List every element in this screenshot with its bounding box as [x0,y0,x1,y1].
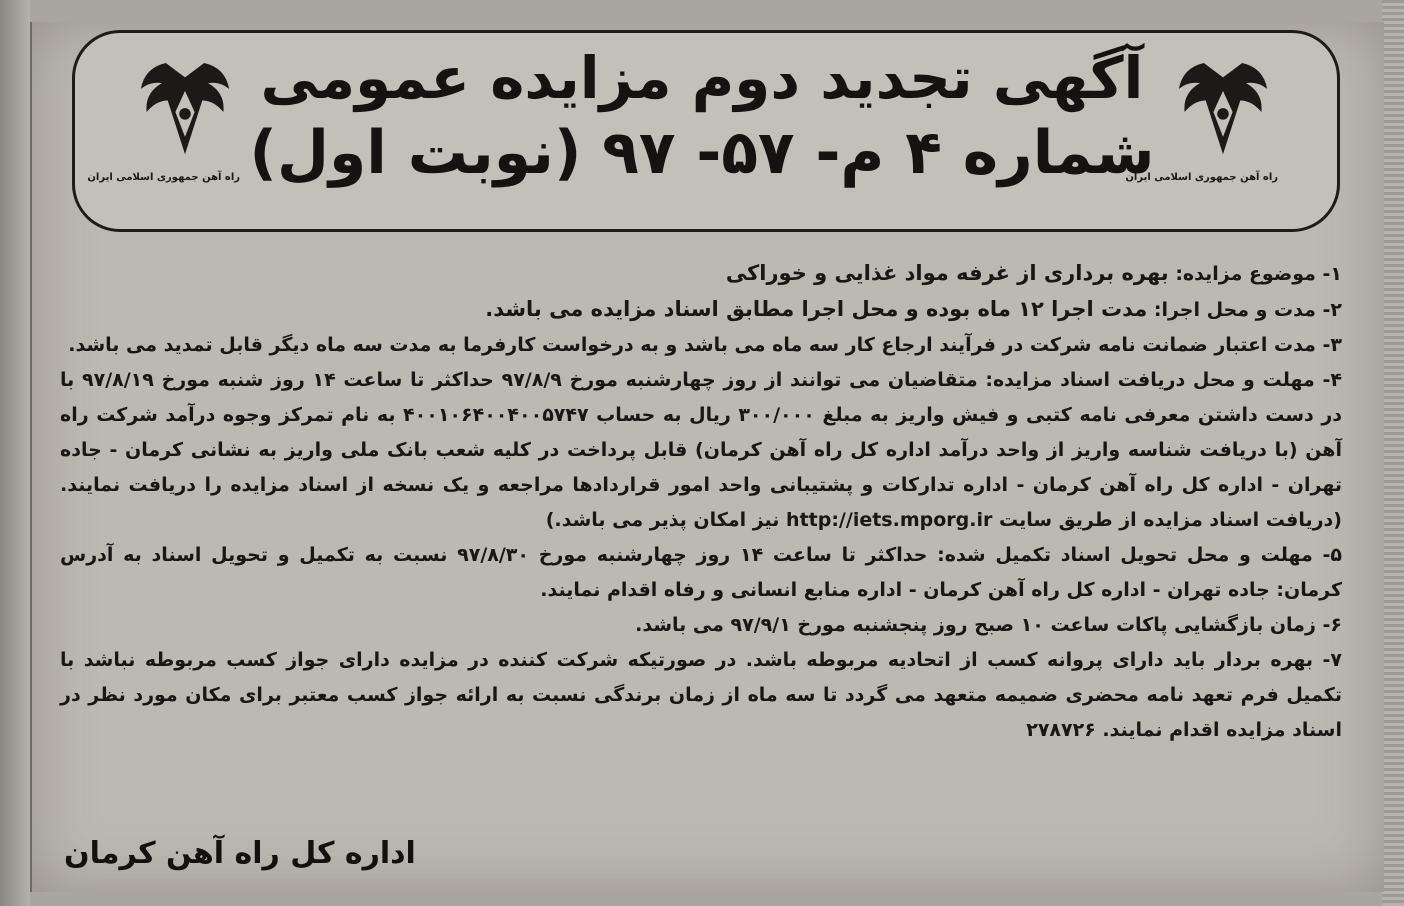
railway-logo-right [1125,56,1278,206]
winged-emblem-icon [137,56,233,166]
clause-4: ۴- مهلت و محل دریافت اسناد مزایده: متقاضیان می توانند از روز چهارشنبه مورخ ۹۷/۸/۹ حداکثر تا ساعت ۱۴ روز شنبه مورخ ۹۷/۸/۱۹ با در دست داشتن معرفی نامه کتبی و فیش واریز به مبلغ ۳۰۰/۰۰۰ ریال به حساب ۴۰۰۱۰۶۴۰۰۴۰۰۵۷۴۷ به نام تمرکز وجوه درآمد شرکت راه آهن (با دریافت شناسه واریز از واحد درآمد اداره کل راه آهن کرمان) قابل پرداخت در کلیه شعب بانک ملی واریز به نشانی کرمان - جاده تهران - اداره کل راه آهن کرمان - اداره تدارکات و پشتیبانی واحد امور قراردادها مراجعه و یک نسخه از اسناد مزایده را دریافت نمایند. (دریافت اسناد مزایده از طریق سایت http://iets.mporg.ir نیز امکان پذیر می باشد.) [60,369,1343,531]
clause-7: ۷- بهره بردار باید دارای پروانه کسب از اتحادیه مربوطه باشد. در صورتیکه شرکت کننده در مزایده دارای جواز کسب مربوطه نباشد با تکمیل فرم تعهد نامه محضری ضمیمه متعهد می گردد تا سه ماه از زمان برندگی نسبت به ارائه جواز کسب معتبر برای مکان مورد نظر در اسناد مزایده اقدام نمایند. ۲۷۸۷۲۶ [60,649,1342,741]
notice-title: آگهی تجدید دوم مزایده عمومی [260,44,1144,112]
clause-1: ۱- موضوع مزایده: بهره برداری از غرفه مواد غذایی و خوراکی [725,261,1342,285]
issuer-signature: اداره کل راه آهن کرمان [64,836,416,871]
notice-number: شماره ۴ م- ۵۷- ۹۷ (نوبت اول) [249,118,1155,188]
winged-emblem-icon [1175,56,1271,166]
page-edge [1382,0,1404,906]
railway-logo-left [87,56,240,206]
clause-3: ۳- مدت اعتبار ضمانت نامه شرکت در فرآیند ارجاع کار سه ماه می باشد و به درخواست کارفرما به مدت سه ماه دیگر قابل تمدید می باشد. [68,334,1342,356]
logo-caption: راه آهن جمهوری اسلامی ایران [1125,172,1278,183]
logo-caption: راه آهن جمهوری اسلامی ایران [87,172,240,183]
page-spine [0,0,30,906]
clause-6: ۶- زمان بازگشایی پاکات ساعت ۱۰ صبح روز پنجشنبه مورخ ۹۷/۹/۱ می باشد. [635,614,1342,636]
clause-2: ۲- مدت و محل اجرا: مدت اجرا ۱۲ ماه بوده و محل اجرا مطابق اسناد مزایده می باشد. [485,297,1342,321]
reference-number: ۲۷۸۷۲۶ [1026,719,1096,741]
notice-body [60,256,1342,748]
clause-5: ۵- مهلت و محل تحویل اسناد تکمیل شده: حداکثر تا ساعت ۱۴ روز چهارشنبه مورخ ۹۷/۸/۳۰ نسبت به تکمیل و تحویل اسناد به آدرس کرمان: جاده تهران - اداره کل راه آهن کرمان - اداره منابع انسانی و رفاه اقدام نمایند. [60,544,1342,601]
